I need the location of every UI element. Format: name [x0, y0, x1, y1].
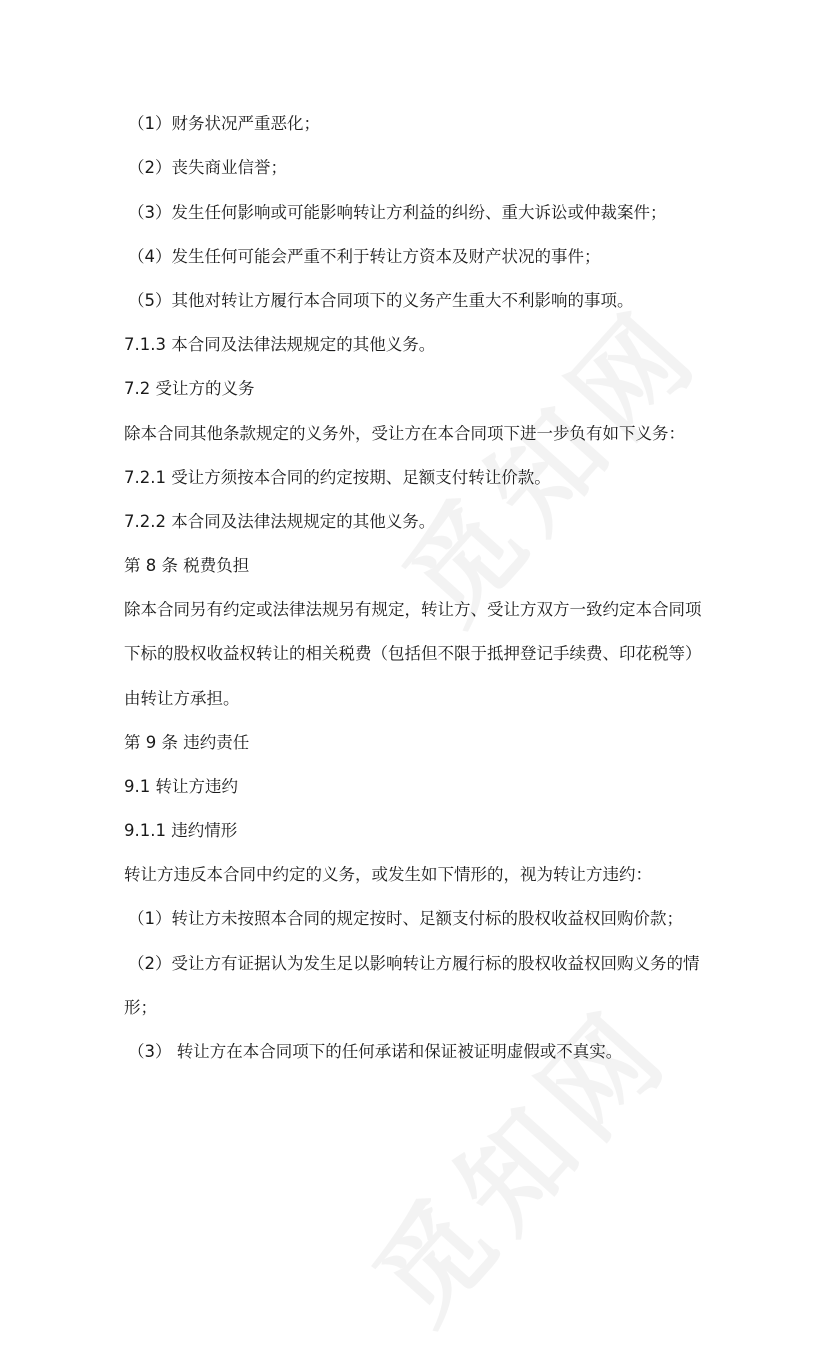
section-heading-9-1-1: 9.1.1 违约情形	[124, 821, 238, 840]
paragraph: 除本合同另有约定或法律法规另有规定，转让方、受让方双方一致约定本合同项	[124, 600, 702, 619]
clause-7-1-3: 7.1.3 本合同及法律法规规定的其他义务。	[124, 335, 436, 354]
clause-7-2-1: 7.2.1 受让方须按本合同的约定按期、足额支付转让价款。	[124, 468, 551, 487]
list-item: （3）发生任何影响或可能影响转让方利益的纠纷、重大诉讼或仲裁案件；	[128, 203, 667, 222]
list-item: （1）转让方未按照本合同的规定按时、足额支付标的股权收益权回购价款；	[128, 909, 683, 928]
list-item: （1）财务状况严重恶化；	[128, 114, 320, 133]
list-item: （5）其他对转让方履行本合同项下的义务产生重大不利影响的事项。	[128, 291, 634, 310]
list-item-continuation: 形；	[124, 998, 157, 1017]
list-item: （2）受让方有证据认为发生足以影响转让方履行标的股权收益权回购义务的情	[128, 954, 700, 973]
clause-7-2-2: 7.2.2 本合同及法律法规规定的其他义务。	[124, 512, 436, 531]
article-heading-9: 第 9 条 违约责任	[124, 733, 250, 752]
paragraph: 下标的股权收益权转让的相关税费（包括但不限于抵押登记手续费、印花税等）	[124, 644, 702, 663]
paragraph: 转让方违反本合同中约定的义务，或发生如下情形的，视为转让方违约：	[124, 865, 652, 884]
paragraph: 除本合同其他条款规定的义务外，受让方在本合同项下进一步负有如下义务：	[124, 424, 685, 443]
list-item: （2）丧失商业信誉；	[128, 158, 287, 177]
section-heading-7-2: 7.2 受让方的义务	[124, 379, 255, 398]
watermark	[363, 268, 729, 650]
section-heading-9-1: 9.1 转让方违约	[124, 777, 238, 796]
list-item: （3） 转让方在本合同项下的任何承诺和保证被证明虚假或不真实。	[128, 1042, 623, 1061]
paragraph: 由转让方承担。	[124, 689, 240, 708]
list-item: （4）发生任何可能会严重不利于转让方资本及财产状况的事件；	[128, 247, 601, 266]
article-heading-8: 第 8 条 税费负担	[124, 556, 250, 575]
watermark	[333, 968, 699, 1350]
